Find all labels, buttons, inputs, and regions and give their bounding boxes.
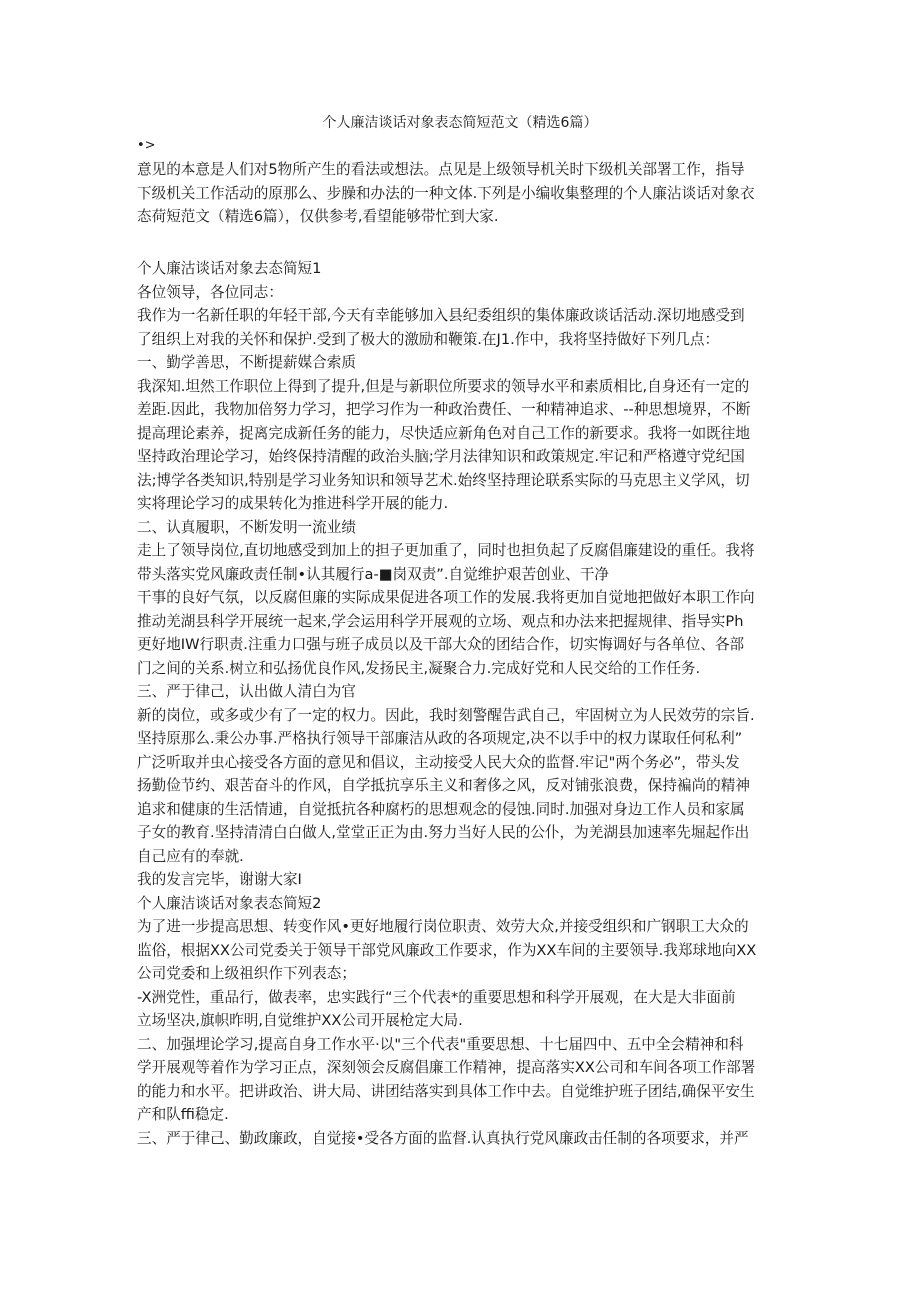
text-line: 我作为一名新任职的年轻干部,今天有幸能够加入县纪委组织的集体廉政谈话活动.深切地感受到 — [137, 307, 745, 324]
text-line: 二、加强埋论学习,提高自身工作水平·以"三个代表"重要思想、十七届四中、五中全会精神和科 — [137, 1035, 744, 1053]
text-line: 自己应有的奉就. — [137, 847, 244, 865]
text-line: 立场坚决,旗帜昨明,自觉维护XX公司开展枪定大局. — [137, 1012, 463, 1029]
text-line: 个人廉洁谈话对象表态简短2 — [137, 894, 322, 912]
text-line: 了组织上对我的关怀和保护.受到了极大的激励和鞭策.在J1.作中，我将坚持做好下列几点： — [137, 330, 720, 348]
text-line: 二、认真履职，不断发明一流业绩 — [137, 518, 356, 536]
text-line: 监俗，根据XX公司党委关于领导干部党风廉政工作要求，作为XX车间的主要领导.我郑球地向XX — [137, 941, 757, 959]
text-line: 坚持政治理论学习，始终保持清醒的政治头脑;学月法律知识和政策规定.牢记和严格遵守党纪国 — [137, 448, 745, 465]
text-line: 实将理论学习的成果转化为推进科学开展的能力. — [137, 495, 449, 512]
text-line: 态荷短范文（精选6篇），仅供参考,看望能够带忙到大家. — [137, 208, 499, 225]
text-line: 差距.因此，我物加倍努力学习，把学习作为一种政治费任、一种精神追求、--种思想境界，不断 — [137, 401, 751, 418]
text-line: 的能力和水平。把讲政治、讲大局、讲团结落实到具体工作中去。自觉维护班子团结,确保平安生 — [137, 1082, 755, 1100]
text-line: 推动羌湖县科学开展统一起来,学会运用科学开展观的立场、观点和办法来把握规律、指导实Ph — [137, 612, 744, 630]
text-line: 公司党委和上级祖织作下列表态； — [137, 965, 356, 982]
text-line: 各位领导，各位同志： — [137, 283, 283, 301]
text-line: 干事的良好气氛，以反腐但廉的实际成果促进各项工作的发展.我将更加自觉地把做好本职工作向 — [137, 589, 755, 606]
text-line: 新的岗位，或多或少有了一定的权力。因此，我时刻警醒告武自己，牢固树立为人民效劳的宗旨. — [137, 706, 755, 724]
text-line: 三、严于律己，认出做人清白为官 — [137, 683, 356, 700]
text-line: 扬勤俭节约、艰苦奋斗的作风，自学抵抗享乐主义和奢侈之风，反对铺张浪费，保持褊尚的精神 — [137, 777, 750, 794]
text-line: 更好地IW行职责.注重力口强与班子成员以及干部大众的团结合作，切实悔调好与各单位、各部 — [137, 636, 745, 653]
text-line: 法;博学各类知识,特别是学习业务知识和领导艺术.始终坚持理论联系实际的马克思主义学风，切 — [137, 471, 750, 489]
text-line: -X洲党性，重品行，做表率，忠实践行“三个代表*的重要思想和科学开展观，在大是大非面前 — [137, 988, 736, 1006]
text-line: 下级机关工作活动的原那么、步臊和办法的一种文体.下列是小编收集整理的个人廉沾谈话对象衣 — [137, 184, 755, 202]
document-title: 个人廉洁谈话对象表态简短范文（精选6篇） — [322, 115, 598, 131]
text-line: 为了进一步提高思想、转变作风•更好地履行岗位职责、效劳大众,并接受组织和广钢职工大众的 — [137, 918, 749, 935]
text-line: 坚持原那么.秉公办事.严格执行领导干部廉洁从政的各项规定,决不以手中的权力谋取任何私利” — [137, 730, 743, 747]
text-line: 提高理论素养，捉离完成新任务的能力，尽快适应新角色对自己工作的新要求。我将一如既往地 — [137, 424, 750, 442]
bullet-marker: •> — [137, 138, 156, 153]
text-line: 意见的本意是人们对5物所产生的看法或想法。点见是上级领导机关时下级机关部署工作，指导 — [137, 161, 745, 178]
text-line: 个人廉沽谈话对象去态简短1 — [137, 260, 322, 277]
text-line: 带头落实党风廉政责任制•认其履行a-■岗双责”.自觉维护艰苦创业、干净 — [137, 565, 610, 583]
text-line: 子女的教育.坚持清清白白做人,堂堂正正为由.努力当好人民的公仆，为羌湖县加速率先堀起作出 — [137, 824, 750, 841]
text-line: 走上了领导岗位,直切地感受到加上的担子更加重了，同时也担负起了反腐倡廉建设的重任。我将 — [137, 542, 755, 559]
text-line: 广泛听取并虫心接受各方面的意见和倡议，主动接受人民大众的监督.牢记"两个务必”，带头发 — [137, 753, 740, 771]
text-line: 三、严于律己、勤政廉政，自觉接•受各方面的监督.认真执行党风廉政击任制的各项要求，并严 — [137, 1129, 749, 1147]
body-text — [137, 257, 787, 1150]
text-line: 一、勤学善思，不断提薪媒合索质 — [137, 354, 356, 371]
text-line: 我深知.坦然工作职位上得到了提升,但是与新职位所要求的领导水平和素质相比,自身还有一定的 — [137, 377, 750, 395]
text-line: 学开展观等着作为学习正点，深刻领会反腐倡廉工作精神，提高落实XX公司和车间各项工作部署 — [137, 1059, 756, 1076]
text-line: 我的发言完毕，谢谢大家I — [137, 871, 302, 888]
text-line: 追求和健康的生活情逋，自觉抵抗各种腐朽的思想观念的侵蚀.同时.加强对身边工作人员和家属 — [137, 800, 745, 818]
text-line: 门之间的关系.树立和弘扬优良作风,发扬民主,凝聚合力.完成好党和人民交给的工作任务. — [137, 659, 701, 677]
text-line: 产和队ffi稳定. — [137, 1106, 229, 1123]
intro-paragraph — [137, 158, 787, 229]
